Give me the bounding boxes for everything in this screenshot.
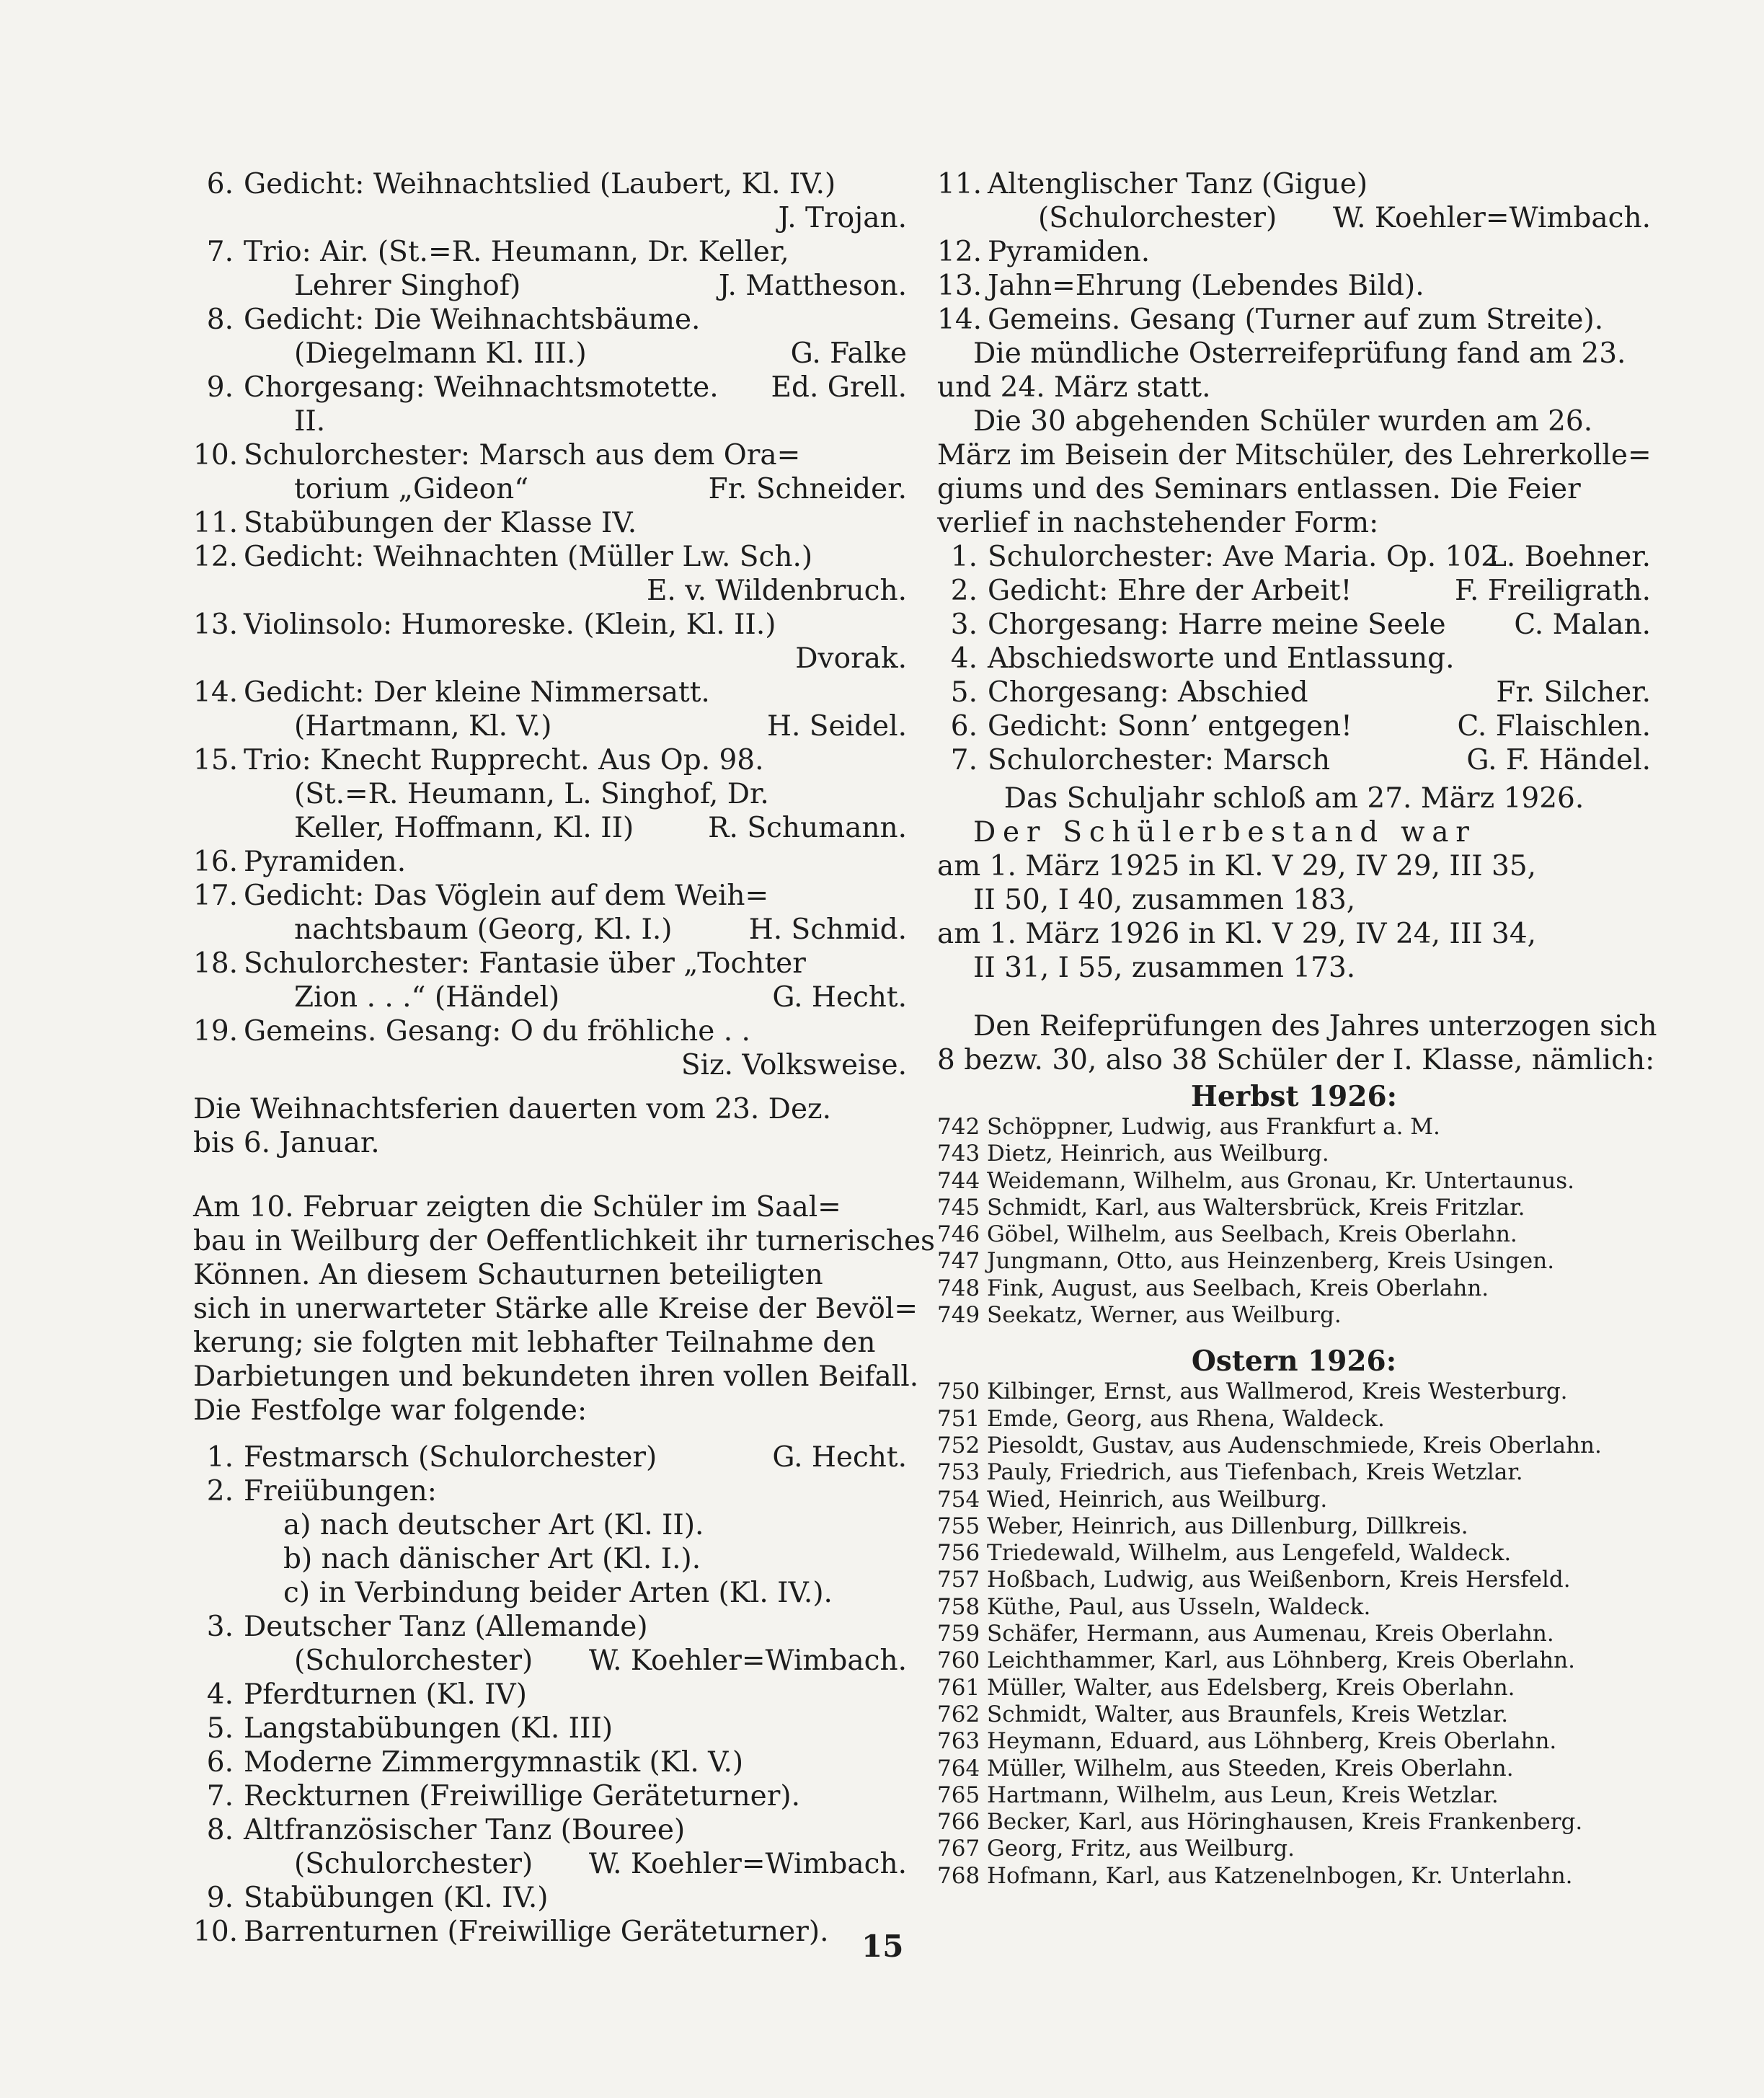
item-author: Ed. Grell. — [771, 371, 907, 404]
item-text: Pyramiden. — [244, 846, 407, 878]
item-author: G. Hecht. — [772, 981, 907, 1014]
ostern-student-list — [937, 1378, 1651, 1890]
program-item — [193, 811, 907, 845]
item-number: 5. — [950, 676, 978, 709]
program-item — [193, 269, 907, 303]
paragraph-line: und 24. März statt. — [937, 371, 1211, 404]
christmas-program-list — [193, 167, 907, 1082]
item-text: Pferdturnen (Kl. IV) — [244, 1678, 527, 1711]
program-item — [193, 777, 907, 811]
item-text: Zion . . .“ (Händel) — [294, 981, 560, 1014]
paragraph-line: sich in unerwarteter Stärke alle Kreise der Bevöl= — [193, 1293, 918, 1325]
item-number: 11. — [937, 168, 983, 200]
program-item — [193, 1745, 907, 1779]
item-text: Freiübungen: — [244, 1475, 437, 1508]
item-author: L. Boehner. — [1488, 541, 1651, 573]
entlassung-program-list — [937, 540, 1651, 777]
program-item — [193, 879, 907, 913]
herbst-heading: Herbst 1926: — [1191, 1080, 1397, 1113]
student-entry: 742 Schöppner, Ludwig, aus Frankfurt a. M. — [937, 1114, 1440, 1140]
program-item — [193, 1847, 907, 1881]
paragraph-line: bis 6. Januar. — [193, 1127, 380, 1159]
paragraph-line: am 1. März 1925 in Kl. V 29, IV 29, III 35, — [937, 850, 1537, 882]
item-author: C. Malan. — [1514, 608, 1651, 641]
program-item — [193, 1048, 907, 1082]
student-entry: 768 Hofmann, Karl, aus Katzenelnbogen, Kr. Unterlahn. — [937, 1862, 1573, 1889]
paragraph-line: verlief in nachstehender Form: — [937, 507, 1379, 539]
item-text: (Schulorchester) — [294, 1645, 533, 1677]
item-text: Abschiedsworte und Entlassung. — [988, 642, 1455, 675]
bestand-paragraph — [937, 849, 1651, 985]
item-number: 7. — [206, 236, 234, 268]
program-item — [193, 1915, 907, 1949]
item-number: 17. — [193, 880, 239, 912]
item-author: Fr. Silcher. — [1496, 676, 1651, 709]
item-number: 3. — [206, 1611, 234, 1643]
program-item — [193, 506, 907, 540]
item-author: E. v. Wildenbruch. — [646, 575, 907, 607]
item-number: 12. — [937, 236, 983, 268]
item-text: Trio: Knecht Rupprecht. Aus Op. 98. — [244, 744, 764, 776]
program-item — [193, 574, 907, 608]
item-number: 13. — [937, 270, 983, 302]
program-item — [193, 845, 907, 879]
program-item — [193, 540, 907, 574]
student-entry: 755 Weber, Heinrich, aus Dillenburg, Dillkreis. — [937, 1513, 1468, 1539]
item-text: (Diegelmann Kl. III.) — [294, 337, 587, 370]
program-item — [193, 676, 907, 709]
student-entry: 766 Becker, Karl, aus Höringhausen, Kreis Frankenberg. — [937, 1809, 1583, 1836]
student-entry: 761 Müller, Walter, aus Edelsberg, Kreis Oberlahn. — [937, 1674, 1515, 1701]
student-entry: 754 Wied, Heinrich, aus Weilburg. — [937, 1486, 1328, 1513]
item-author: J. Trojan. — [778, 202, 907, 234]
item-author: G. F. Händel. — [1466, 744, 1651, 776]
item-author: J. Mattheson. — [718, 270, 907, 302]
paragraph-line: Die 30 abgehenden Schüler wurden am 26. — [973, 405, 1593, 438]
program-item — [937, 167, 1651, 201]
paragraph-line: bau in Weilburg der Oeffentlichkeit ihr turnerisches — [193, 1225, 936, 1257]
paragraph-line: Die Weihnachtsferien dauerten vom 23. Dez. — [193, 1093, 831, 1125]
ostern-heading: Ostern 1926: — [1191, 1345, 1397, 1378]
item-number: 12. — [193, 541, 239, 573]
student-entry: 763 Heymann, Eduard, aus Löhnberg, Kreis Oberlahn. — [937, 1728, 1557, 1755]
paragraph-line: Die mündliche Osterreifeprüfung fand am 23. — [973, 337, 1626, 370]
student-entry: 750 Kilbinger, Ernst, aus Wallmerod, Kreis Westerburg. — [937, 1378, 1568, 1405]
paragraph-line: am 1. März 1926 in Kl. V 29, IV 24, III 34, — [937, 918, 1537, 950]
item-number: 19. — [193, 1015, 239, 1048]
program-item — [193, 303, 907, 337]
program-item — [193, 1678, 907, 1712]
item-number: 14. — [193, 676, 239, 709]
item-number: 2. — [206, 1475, 234, 1508]
program-item — [193, 1440, 907, 1474]
item-text: Gedicht: Sonn’ entgegen! — [988, 710, 1352, 743]
entlassung-paragraph — [937, 404, 1651, 540]
program-item — [193, 404, 907, 438]
student-entry: 748 Fink, August, aus Seelbach, Kreis Oberlahn. — [937, 1275, 1489, 1301]
item-text: Schulorchester: Marsch — [988, 744, 1331, 776]
schauturnen-program-list — [193, 1440, 907, 1949]
item-author: R. Schumann. — [708, 812, 907, 844]
right-column — [937, 167, 1657, 1890]
student-entry: 749 Seekatz, Werner, aus Weilburg. — [937, 1302, 1342, 1329]
schauturnen-paragraph — [193, 1190, 936, 1428]
item-number: 15. — [193, 744, 239, 776]
paragraph-line: Darbietungen und bekundeten ihren vollen Beifall. — [193, 1360, 919, 1393]
program-item — [193, 1712, 907, 1745]
item-text: Gedicht: Weihnachtslied (Laubert, Kl. IV.) — [244, 168, 836, 200]
item-text: Moderne Zimmergymnastik (Kl. V.) — [244, 1746, 744, 1779]
program-item — [193, 1508, 907, 1542]
program-item — [193, 472, 907, 506]
item-text: Schulorchester: Ave Maria. Op. 102 — [988, 541, 1499, 573]
item-text: Schulorchester: Marsch aus dem Ora= — [244, 439, 801, 472]
item-text: c) in Verbindung beider Arten (Kl. IV.). — [283, 1577, 833, 1609]
program-item — [193, 743, 907, 777]
program-item — [193, 642, 907, 676]
program-item — [937, 540, 1651, 574]
program-item — [193, 1610, 907, 1644]
item-number: 2. — [950, 575, 978, 607]
item-text: Reckturnen (Freiwillige Geräteturner). — [244, 1780, 801, 1812]
item-number: 1. — [206, 1441, 234, 1474]
student-entry: 744 Weidemann, Wilhelm, aus Gronau, Kr. Untertaunus. — [937, 1167, 1574, 1194]
bestand-heading: Der Schülerbestand war — [973, 816, 1476, 849]
program-item — [937, 743, 1651, 777]
item-text: Chorgesang: Harre meine Seele — [988, 608, 1446, 641]
paragraph-line: II 31, I 55, zusammen 173. — [973, 952, 1356, 984]
program-item — [193, 1014, 907, 1048]
paragraph-line: Die Festfolge war folgende: — [193, 1394, 588, 1427]
program-item — [193, 201, 907, 235]
program-item — [193, 1881, 907, 1915]
item-number: 3. — [950, 608, 978, 641]
schuljahr-line: Das Schuljahr schloß am 27. März 1926. — [1003, 782, 1585, 815]
item-text: nachtsbaum (Georg, Kl. I.) — [294, 913, 673, 946]
item-author: Dvorak. — [795, 642, 907, 675]
program-item — [937, 642, 1651, 676]
program-item — [193, 371, 907, 404]
item-text: Altfranzösischer Tanz (Bouree) — [244, 1814, 686, 1846]
program-item — [193, 438, 907, 472]
item-text: Deutscher Tanz (Allemande) — [244, 1611, 648, 1643]
program-item — [937, 574, 1651, 608]
item-text: Stabübungen der Klasse IV. — [244, 507, 637, 539]
item-text: b) nach dänischer Art (Kl. I.). — [283, 1543, 701, 1575]
item-number: 6. — [206, 168, 234, 200]
student-entry: 760 Leichthammer, Karl, aus Löhnberg, Kreis Oberlahn. — [937, 1647, 1575, 1674]
item-text: Keller, Hoffmann, Kl. II) — [294, 812, 634, 844]
item-text: Violinsolo: Humoreske. (Klein, Kl. II.) — [244, 608, 776, 641]
item-author: W. Koehler=Wimbach. — [1332, 202, 1651, 234]
student-entry: 752 Piesoldt, Gustav, aus Audenschmiede, Kreis Oberlahn. — [937, 1432, 1602, 1459]
ferien-paragraph — [193, 1092, 907, 1160]
item-text: torium „Gideon“ — [294, 473, 529, 505]
item-text: Lehrer Singhof) — [294, 270, 521, 302]
item-text: Gemeins. Gesang: O du fröhliche . . — [244, 1015, 750, 1048]
program-item — [937, 303, 1651, 337]
item-number: 5. — [206, 1712, 234, 1745]
program-item — [193, 709, 907, 743]
program-item — [193, 608, 907, 642]
item-author: G. Falke — [790, 337, 907, 370]
item-number: 11. — [193, 507, 239, 539]
item-text: (St.=R. Heumann, L. Singhof, Dr. — [294, 778, 769, 810]
item-text: Gemeins. Gesang (Turner auf zum Streite). — [988, 304, 1604, 336]
student-entry: 746 Göbel, Wilhelm, aus Seelbach, Kreis Oberlahn. — [937, 1221, 1517, 1248]
item-author: C. Flaischlen. — [1457, 710, 1651, 743]
item-number: 7. — [206, 1780, 234, 1812]
item-text: Gedicht: Ehre der Arbeit! — [988, 575, 1352, 607]
item-author: F. Freiligrath. — [1454, 575, 1651, 607]
item-number: 1. — [950, 541, 978, 573]
item-text: Barrenturnen (Freiwillige Geräteturner). — [244, 1916, 829, 1948]
item-author: Siz. Volksweise. — [681, 1049, 907, 1081]
page-number: 15 — [861, 1929, 904, 1964]
program-item — [193, 947, 907, 981]
item-text: (Hartmann, Kl. V.) — [294, 710, 552, 743]
program-item — [937, 269, 1651, 303]
program-item — [193, 1474, 907, 1508]
program-item — [937, 235, 1651, 269]
item-text: Pyramiden. — [988, 236, 1151, 268]
item-author: Fr. Schneider. — [708, 473, 907, 505]
item-text: Gedicht: Die Weihnachtsbäume. — [244, 304, 701, 336]
student-entry: 747 Jungmann, Otto, aus Heinzenberg, Kreis Usingen. — [937, 1248, 1555, 1275]
paragraph-line: kerung; sie folgten mit lebhafter Teilnahme den — [193, 1327, 876, 1359]
item-text: Chorgesang: Weihnachtsmotette. — [244, 371, 719, 404]
item-author: W. Koehler=Wimbach. — [588, 1848, 907, 1880]
paragraph-line: Können. An diesem Schauturnen beteiligten — [193, 1259, 823, 1291]
student-entry: 757 Hoßbach, Ludwig, aus Weißenborn, Kreis Hersfeld. — [937, 1567, 1571, 1593]
item-text: Festmarsch (Schulorchester) — [244, 1441, 657, 1474]
student-entry: 762 Schmidt, Walter, aus Braunfels, Kreis Wetzlar. — [937, 1701, 1509, 1727]
item-number: 9. — [206, 1882, 234, 1914]
item-number: 8. — [206, 1814, 234, 1846]
program-item — [193, 1644, 907, 1678]
student-entry: 764 Müller, Wilhelm, aus Steeden, Kreis Oberlahn. — [937, 1755, 1514, 1781]
item-author: G. Hecht. — [772, 1441, 907, 1474]
student-entry: 756 Triedewald, Wilhelm, aus Lengefeld, Waldeck. — [937, 1540, 1512, 1567]
item-number: 14. — [937, 304, 983, 336]
program-item — [193, 1779, 907, 1813]
item-text: Stabübungen (Kl. IV.) — [244, 1882, 549, 1914]
item-text: (Schulorchester) — [294, 1848, 533, 1880]
item-number: 8. — [206, 304, 234, 336]
item-number: 13. — [193, 608, 239, 641]
item-author: H. Seidel. — [767, 710, 907, 743]
ostern-paragraph — [937, 337, 1651, 404]
item-number: 18. — [193, 947, 239, 980]
item-number: 10. — [193, 1916, 239, 1948]
item-text: Trio: Air. (St.=R. Heumann, Dr. Keller, — [244, 236, 789, 268]
student-entry: 758 Küthe, Paul, aus Usseln, Waldeck. — [937, 1593, 1371, 1620]
student-entry: 765 Hartmann, Wilhelm, aus Leun, Kreis Wetzlar. — [937, 1781, 1499, 1808]
item-text: Gedicht: Das Vöglein auf dem Weih= — [244, 880, 769, 912]
item-number: 6. — [206, 1746, 234, 1779]
program-item — [193, 981, 907, 1014]
herbst-student-list — [937, 1114, 1651, 1329]
student-entry: 743 Dietz, Heinrich, aus Weilburg. — [937, 1141, 1329, 1167]
item-author: H. Schmid. — [748, 913, 907, 946]
item-text: Jahn=Ehrung (Lebendes Bild). — [988, 270, 1424, 302]
christmas-program-continued — [937, 167, 1651, 337]
student-entry: 751 Emde, Georg, aus Rhena, Waldeck. — [937, 1405, 1385, 1432]
program-item — [193, 913, 907, 947]
student-entry: 759 Schäfer, Hermann, aus Aumenau, Kreis Oberlahn. — [937, 1621, 1554, 1647]
item-number: 6. — [950, 710, 978, 743]
item-number: 16. — [193, 846, 239, 878]
program-item — [193, 1542, 907, 1576]
item-number: 7. — [950, 744, 978, 776]
item-number: 9. — [206, 371, 234, 404]
paragraph-line: Den Reifeprüfungen des Jahres unterzogen sich — [973, 1010, 1657, 1043]
item-text: (Schulorchester) — [1038, 202, 1277, 234]
program-item — [193, 1813, 907, 1847]
program-item — [937, 676, 1651, 709]
item-author: W. Koehler=Wimbach. — [588, 1645, 907, 1677]
item-text: Gedicht: Weihnachten (Müller Lw. Sch.) — [244, 541, 813, 573]
program-item — [193, 235, 907, 269]
item-number: 4. — [950, 642, 978, 675]
item-text: Gedicht: Der kleine Nimmersatt. — [244, 676, 710, 709]
program-item — [937, 709, 1651, 743]
item-text: Langstabübungen (Kl. III) — [244, 1712, 613, 1745]
paragraph-line: Am 10. Februar zeigten die Schüler im Saal= — [193, 1191, 841, 1223]
item-text: II. — [294, 405, 326, 438]
left-column — [193, 167, 936, 1949]
item-text: a) nach deutscher Art (Kl. II). — [283, 1509, 704, 1541]
reife-intro-paragraph — [937, 1009, 1657, 1077]
student-entry: 753 Pauly, Friedrich, aus Tiefenbach, Kreis Wetzlar. — [937, 1459, 1523, 1486]
student-entry: 745 Schmidt, Karl, aus Waltersbrück, Kreis Fritzlar. — [937, 1194, 1525, 1221]
paragraph-line: März im Beisein der Mitschüler, des Lehrerkolle= — [937, 439, 1652, 472]
program-item — [193, 337, 907, 371]
item-number: 10. — [193, 439, 239, 472]
program-item — [193, 167, 907, 201]
item-number: 4. — [206, 1678, 234, 1711]
program-item — [937, 201, 1651, 235]
item-text: Schulorchester: Fantasie über „Tochter — [244, 947, 806, 980]
item-text: Chorgesang: Abschied — [988, 676, 1308, 709]
program-item — [193, 1576, 907, 1610]
item-text: Altenglischer Tanz (Gigue) — [988, 168, 1368, 200]
program-item — [937, 608, 1651, 642]
student-entry: 767 Georg, Fritz, aus Weilburg. — [937, 1836, 1295, 1862]
paragraph-line: giums und des Seminars entlassen. Die Feier — [937, 473, 1581, 505]
paragraph-line: 8 bezw. 30, also 38 Schüler der I. Klasse, nämlich: — [937, 1044, 1655, 1076]
paragraph-line: II 50, I 40, zusammen 183, — [973, 884, 1356, 916]
